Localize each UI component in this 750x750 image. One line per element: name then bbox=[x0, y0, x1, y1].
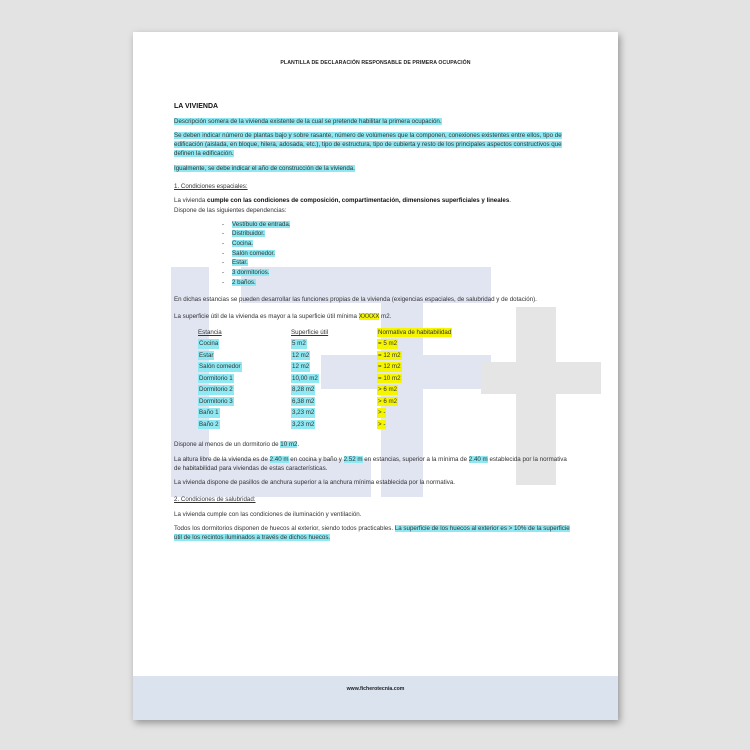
heading-condiciones-espaciales: 1. Condiciones espaciales: bbox=[174, 182, 248, 190]
paragraph-cumple: La vivienda cumple con las condiciones de composición, compartimentación, dimensiones superficiales y lineales. bbox=[174, 197, 512, 205]
paragraph-pasillos: La vivienda dispone de pasillos de anchura superior a la anchura mínima establecida por la normativa. bbox=[174, 479, 456, 487]
column-header-estancia: Estancia bbox=[198, 328, 222, 336]
table-row: Dormitorio 1 10,00 m2 = 10 m2 bbox=[199, 374, 401, 382]
column-header-normativa: Normativa de habitabilidad bbox=[378, 328, 452, 336]
table-row: Salón comedor 12 m2 = 12 m2 bbox=[199, 363, 401, 371]
paragraph-altura-libre: La altura libre de la vivienda es de 2.40 m en cocina y baño y 2.52 m en estancias, superior a la mínima de 2.40 m establecida por la normativa de habitabilidad para viviendas de estas características. bbox=[174, 455, 567, 472]
list-item: - Estar. bbox=[222, 259, 248, 267]
paragraph-huecos: Todos los dormitorios disponen de huecos al exterior, siendo todos practicables. La superficie de los huecos al exterior es > 10% de la superficie útil de los recintos iluminados a través de dichos huecos. bbox=[174, 525, 570, 542]
paragraph-plantas: Se deben indicar número de plantas bajo y sobre rasante, número de volúmenes que la componen, conexiones existentes entre ellos, tipo de edificación (aislada, en bloque, hilera, adosada, etc.), tipo de estructura, tipo de cubierta y resto de los principales aspectos constructivos que definen la edificación. bbox=[174, 131, 562, 158]
list-item: - Salón comedor. bbox=[222, 249, 275, 257]
list-item: - 3 dormitorios. bbox=[222, 268, 270, 276]
paragraph-descripcion: Descripción somera de la vivienda existente de la cual se pretende habilitar la primera ocupación. bbox=[174, 117, 442, 125]
document-body bbox=[174, 102, 574, 548]
table-row: Dormitorio 3 6,38 m2 > 6 m2 bbox=[199, 397, 398, 405]
paragraph-dormitorio-minimo: Dispone al menos de un dormitorio de 10 m2. bbox=[174, 441, 300, 449]
table-row: Baño 1 3,23 m2 > - bbox=[199, 409, 386, 417]
superficies-table bbox=[198, 327, 472, 431]
dependencias-list bbox=[222, 220, 574, 287]
heading-condiciones-salubridad: 2. Condiciones de salubridad: bbox=[174, 496, 256, 504]
paragraph-superficie-minima: La superficie útil de la vivienda es mayor a la superficie útil mínima XXXXX m2. bbox=[174, 313, 392, 321]
table-row: Estar 12 m2 = 12 m2 bbox=[199, 351, 401, 359]
list-item: - Distribuidor. bbox=[222, 230, 265, 238]
section-title-vivienda: LA VIVIENDA bbox=[174, 103, 219, 110]
column-header-superficie: Superficie útil bbox=[291, 328, 329, 336]
table-header-row bbox=[198, 327, 472, 339]
document-header: PLANTILLA DE DECLARACIÓN RESPONSABLE DE PRIMERA OCUPACIÓN bbox=[280, 60, 471, 66]
paragraph-iluminacion: La vivienda cumple con las condiciones de iluminación y ventilación. bbox=[174, 510, 362, 518]
document-page bbox=[133, 32, 618, 720]
document-footer bbox=[133, 676, 618, 720]
footer-website: www.ficherotecnia.com bbox=[346, 686, 405, 692]
paragraph-funciones: En dichas estancias se pueden desarrollar las funciones propias de la vivienda (exigencias espaciales, de salubridad y de dotación). bbox=[174, 296, 537, 304]
table-row: Dormitorio 2 8,28 m2 > 6 m2 bbox=[199, 386, 398, 394]
paragraph-anio: Igualmente, se debe indicar el año de construcción de la vivienda. bbox=[174, 164, 355, 172]
list-item: - Vestíbulo de entrada. bbox=[222, 220, 291, 228]
list-item: - Cocina. bbox=[222, 240, 253, 248]
table-row: Cocina 5 m2 = 5 m2 bbox=[199, 340, 398, 348]
list-item: - 2 baños. bbox=[222, 278, 256, 286]
paragraph-dependencias-intro: Dispone de las siguientes dependencias: bbox=[174, 206, 287, 214]
table-row: Baño 2 3,23 m2 > - bbox=[199, 420, 386, 428]
